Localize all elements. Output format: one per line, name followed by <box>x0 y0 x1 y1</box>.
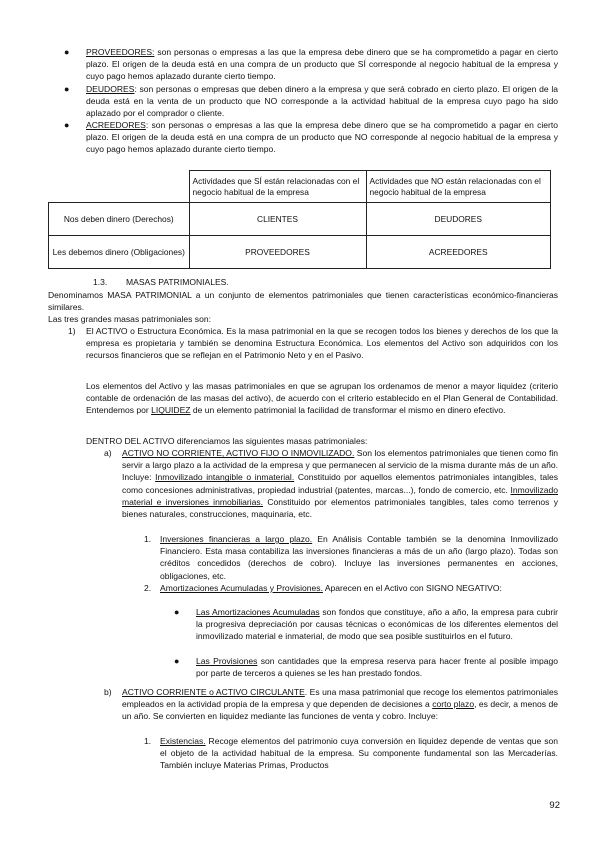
term-inversiones: Inversiones financieras a largo plazo. <box>160 534 313 544</box>
intro-paragraph: Denominamos MASA PATRIMONIAL a un conjunto de elementos patrimoniales que tienen características económico-financieras similares. <box>48 290 558 313</box>
table-col-header-si: Actividades que SÍ están relacionadas con el negocio habitual de la empresa <box>189 171 366 203</box>
bullet-dot: ● <box>64 120 70 130</box>
term-inmovilizado-intangible: Inmovilizado intangible o inmaterial. <box>155 472 295 483</box>
term-corto-plazo: corto plazo <box>432 699 475 710</box>
bullet-dot: ● <box>64 84 70 94</box>
term-acreedores: ACREEDORES <box>86 120 146 130</box>
activo-paragraph: El ACTIVO o Estructura Económica. Es la masa patrimonial en la que se recogen todos los bienes y derechos de los que la empresa es propietaria y también se denomina Estructura Económica. Los elementos del Activo son adquiridos con los recursos financieros que se reflejan en el Patrimonio Neto y en el Pasivo. <box>86 326 558 361</box>
bullet-deudores: DEUDORES: son personas o empresas que deben dinero a la empresa y que será cobrado en cierto plazo. El origen de la deuda está en la venta de un producto que NO corresponde a la actividad habitual de la empresa cuyo pago ha sido aplazado por el comprador o cliente. <box>86 84 558 119</box>
term-provisiones: Las Provisiones <box>196 656 258 666</box>
sub-number: 1. <box>144 736 152 746</box>
bullet-dot: ● <box>174 607 180 617</box>
table-col-header-no: Actividades que NO están relacionadas con el negocio habitual de la empresa <box>366 171 551 203</box>
table-row <box>49 203 551 236</box>
term-amortizaciones: Amortizaciones Acumuladas y Provisiones. <box>160 583 323 593</box>
term-deudores: DEUDORES <box>86 84 135 94</box>
amortizaciones-acumuladas-paragraph: Las Amortizaciones Acumuladas son fondos que constituye, año a año, la empresa para cubrir la progresiva depreciación por causas técnicas o económicas de los diferentes elementos del inmovilizado material e inmaterial, de modo que sea posible sustituirlos en el futuro. <box>196 607 558 642</box>
sub-number: 1. <box>144 534 152 544</box>
term-proveedores: PROVEEDORES: <box>86 47 155 57</box>
activo-corriente-paragraph: ACTIVO CORRIENTE o ACTIVO CIRCULANTE. Es una masa patrimonial que recoge los elementos patrimoniales empleados en la actividad propia de la empresa y que dependen de decisiones a corto plazo, es decir, a menos de un año. Se convierten en liquidez mediante las funciones de venta y cobro. Incluye: <box>122 687 559 722</box>
section-title: MASAS PATRIMONIALES. <box>126 277 229 287</box>
term-liquidez: LIQUIDEZ <box>151 405 191 416</box>
term-amortizaciones-acumuladas: Las Amortizaciones Acumuladas <box>196 607 320 617</box>
table-row-label: Nos deben dinero (Derechos) <box>49 203 190 236</box>
term-inmovilizado-material: Inmovilizado material e inversiones inmobiliarias. <box>122 484 558 507</box>
table-cell: DEUDORES <box>366 203 551 236</box>
item-letter: a) <box>104 448 112 458</box>
table-cell: ACREEDORES <box>366 236 551 269</box>
bullet-acreedores: ACREEDORES: son personas o empresas a las que la empresa debe dinero que se ha comprometido a pagar en cierto plazo. El origen de la deuda está en una compra de un producto que NO corresponde al negocio habitual de la empresa y cuyo pago hemos aplazado durante cierto tiempo. <box>86 120 558 155</box>
table-row-label: Les debemos dinero (Obligaciones) <box>49 236 190 269</box>
sub-number: 2. <box>144 583 152 593</box>
term-activo-corriente: ACTIVO CORRIENTE o ACTIVO CIRCULANTE <box>122 687 305 697</box>
table-cell: PROVEEDORES <box>189 236 366 269</box>
bullet-proveedores: PROVEEDORES: son personas o empresas a las que la empresa debe dinero que se ha comprometido a pagar en cierto plazo. El origen de la deuda está en una compra de un producto que SÍ corresponde al negocio habitual de la empresa y cuyo pago hemos aplazado durante cierto tiempo. <box>86 47 558 82</box>
liquidez-paragraph: Los elementos del Activo y las masas patrimoniales en que se agrupan los ordenamos de menor a mayor liquidez (criterio contable de ordenación de las masas del activo), de acuerdo con el criterio establecido en el Plan General de Contabilidad. Entendemos por LIQUIDEZ de un elemento patrimonial la facilidad de transformar el mismo en dinero efectivo. <box>86 381 558 416</box>
term-activo-no-corriente: ACTIVO NO CORRIENTE, ACTIVO FIJO O INMOVILIZADO. <box>122 448 355 458</box>
existencias-paragraph: Existencias. Recoge elementos del patrimonio cuya conversión en liquidez depende de ventas que son el objeto de la actividad habitual de la empresa. Su componente fundamental son las Mercaderías. También incluye Materias Primas, Productos <box>160 736 558 771</box>
tres-masas: Las tres grandes masas patrimoniales son: <box>48 314 211 324</box>
section-number: 1.3. <box>93 277 108 287</box>
table-row <box>49 236 551 269</box>
amortizaciones-paragraph: Amortizaciones Acumuladas y Provisiones. Aparecen en el Activo con SIGNO NEGATIVO: <box>160 583 502 593</box>
bullet-dot: ● <box>174 656 180 666</box>
term-existencias: Existencias. <box>160 736 206 746</box>
table-cell: CLIENTES <box>189 203 366 236</box>
provisiones-paragraph: Las Provisiones son cantidades que la empresa reserva para hacer frente al posible impago por parte de terceros a quienes se les han prestado fondos. <box>196 656 558 679</box>
item-letter: b) <box>104 687 112 697</box>
classification-table <box>48 170 551 269</box>
bullet-dot: ● <box>64 47 70 57</box>
item-number: 1) <box>68 326 76 336</box>
dentro-activo: DENTRO DEL ACTIVO diferenciamos las siguientes masas patrimoniales: <box>86 436 368 446</box>
activo-no-corriente-paragraph: ACTIVO NO CORRIENTE, ACTIVO FIJO O INMOVILIZADO. Son los elementos patrimoniales que tienen como fin servir a largo plazo a la actividad de la empresa y que permanecen al servicio de la misma durante más de un año. Incluye: Inmovilizado intangible o inmaterial. Constituido por aquellos elementos patrimoniales intangibles, tales como concesiones administrativas, propiedad industrial (patentes, marcas...), fondo de comercio, etc. Inmovilizado material e inversiones inmobiliarias. Constituido por elementos patrimoniales tangibles, tales como terrenos y bienes naturales, construcciones, maquinaria, etc. <box>122 448 558 520</box>
inversiones-paragraph: Inversiones financieras a largo plazo. En Análisis Contable también se la denomina Inmovilizado Financiero. Esta masa contabiliza las inversiones financieras a más de un año (largo plazo). Todas son créditos concedidos (derechos de cobro). Incluye las inversiones permanentes en acciones, obligaciones, etc. <box>160 534 558 581</box>
table-corner <box>49 171 190 203</box>
page-number: 92 <box>549 800 560 811</box>
